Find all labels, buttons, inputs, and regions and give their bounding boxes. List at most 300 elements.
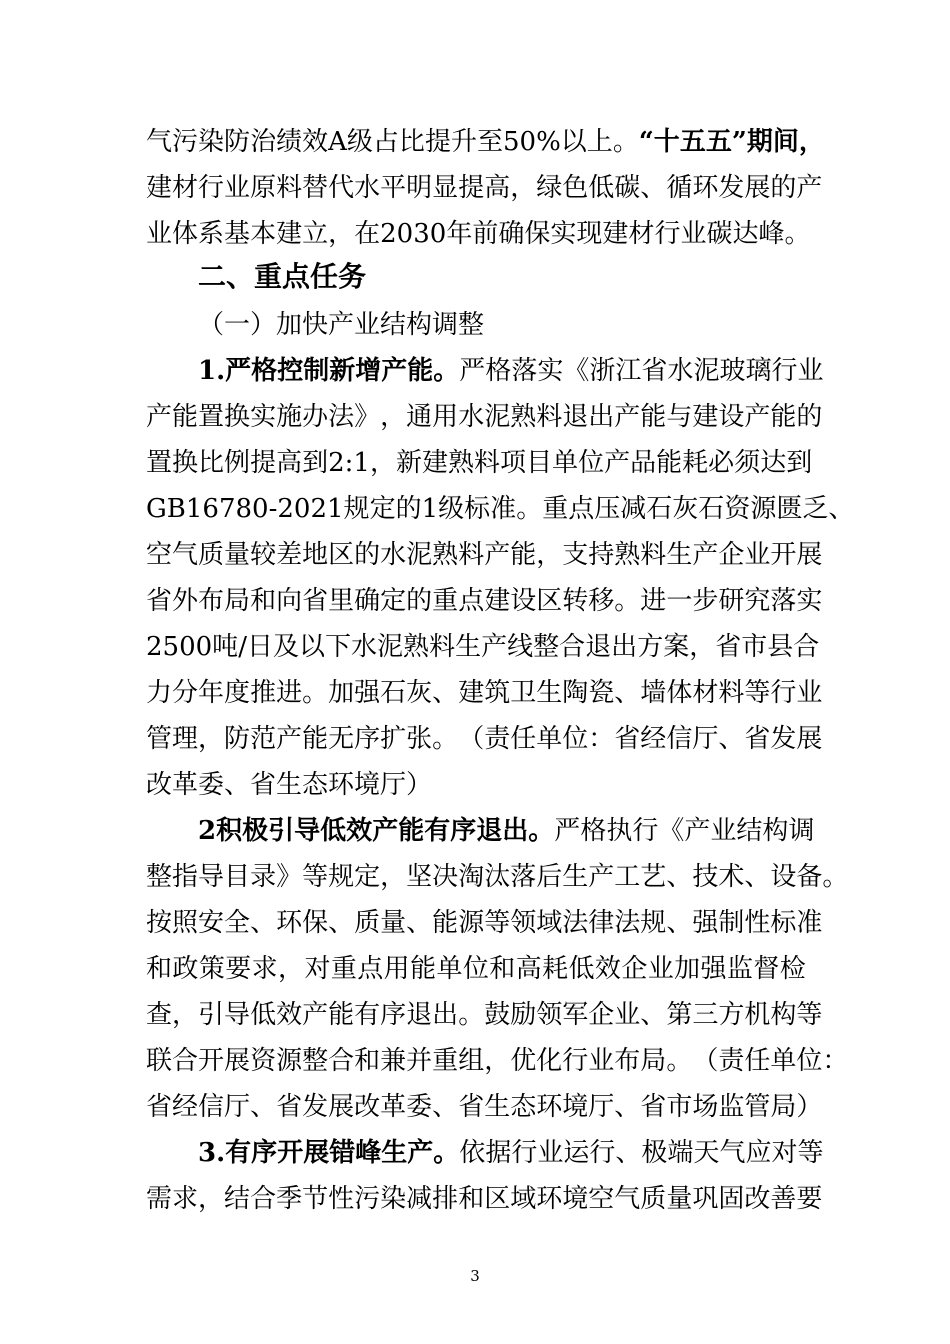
text-run: 料 [718, 678, 745, 708]
text-run: 。 [433, 1138, 460, 1168]
text-run: 汰 [484, 862, 511, 892]
paragraph-first-line [198, 811, 815, 851]
text-run: 五 [705, 127, 732, 157]
text-run: 支 [562, 540, 589, 570]
text-run: 差 [276, 540, 303, 570]
body-line [146, 995, 823, 1035]
text-run: 、 [828, 494, 855, 524]
text-run: 省 [302, 586, 329, 616]
text-run: 位 [462, 954, 489, 984]
text-run: 低 [588, 173, 615, 203]
text-run: 2: [328, 448, 354, 478]
text-run: 碳 [706, 219, 733, 249]
text-run: 开 [198, 1046, 225, 1076]
text-run: 防 [224, 724, 251, 754]
text-run: 明 [406, 173, 433, 203]
text-run: 至 [476, 127, 503, 157]
text-run: ， [510, 173, 537, 203]
text-run: 市 [666, 1092, 693, 1122]
text-run: 。 [433, 356, 460, 386]
text-run: 强 [692, 908, 719, 938]
text-run: 及 [272, 632, 299, 662]
text-run: 落 [511, 356, 538, 386]
text-run: 控 [277, 356, 304, 386]
text-run: 质 [640, 1184, 667, 1214]
text-run: 线 [507, 632, 534, 662]
text-run: 、 [744, 862, 771, 892]
text-run: 泥 [406, 540, 433, 570]
text-run: 现 [576, 219, 603, 249]
text-run: 改革委、省生态环境厅） [146, 770, 433, 800]
text-run: 施 [276, 402, 303, 432]
text-run: 导 [198, 862, 225, 892]
text-run: 石 [380, 678, 407, 708]
text-run: 水 [354, 173, 381, 203]
text-run: （ [692, 1046, 719, 1076]
text-run: 调 [788, 816, 815, 846]
text-run: 能 [510, 540, 537, 570]
body-line [146, 214, 811, 254]
text-run: 石 [698, 494, 725, 524]
text-run: 进 [640, 586, 667, 616]
text-run: 和 [250, 586, 277, 616]
text-run: 布 [614, 1046, 641, 1076]
text-run: 市 [741, 632, 768, 662]
text-run: 定 [380, 586, 407, 616]
text-run: 研 [718, 586, 745, 616]
text-run: 色 [562, 173, 589, 203]
text-run: 吨 [212, 632, 239, 662]
text-run: 联 [146, 1046, 173, 1076]
text-run: 等 [744, 678, 771, 708]
text-run: 进 [276, 678, 303, 708]
body-line [146, 443, 813, 483]
text-run: 改 [354, 1092, 381, 1122]
text-run: 备 [796, 862, 823, 892]
text-run: 定 [354, 862, 381, 892]
text-run: 的 [796, 402, 823, 432]
text-run: 信 [198, 1092, 225, 1122]
text-run: 体 [666, 678, 693, 708]
text-run: 展 [328, 1092, 355, 1122]
text-run: 域 [510, 1184, 537, 1214]
text-run: ， [278, 954, 305, 984]
text-run: 产 [484, 540, 511, 570]
text-run: 用 [432, 402, 459, 432]
text-run: 业 [537, 1138, 564, 1168]
text-run: 需 [146, 1184, 173, 1214]
text-run: 《 [658, 816, 685, 846]
text-run: 设 [510, 586, 537, 616]
text-run: 实 [550, 219, 577, 249]
text-run: 巩 [692, 1184, 719, 1214]
text-run: 省 [614, 724, 641, 754]
text-run: ， [380, 862, 407, 892]
text-run: 体 [172, 219, 199, 249]
text-run: 、 [640, 173, 667, 203]
text-run: 企 [718, 540, 745, 570]
text-run: 熟 [510, 402, 537, 432]
text-run: ， [369, 448, 396, 478]
text-run: 艺 [640, 862, 667, 892]
text-run: 方 [637, 632, 664, 662]
text-run: 局 [640, 1046, 667, 1076]
text-run: 厅 [692, 724, 719, 754]
text-run: 据 [485, 1138, 512, 1168]
text-run: 范 [250, 724, 277, 754]
text-run: 办 [302, 402, 329, 432]
text-run: ） [796, 1092, 823, 1122]
text-run: 本 [250, 219, 277, 249]
text-run: 产 [588, 862, 615, 892]
text-run: 泥 [693, 356, 720, 386]
text-run: ， [536, 540, 563, 570]
text-run: 行 [632, 816, 659, 846]
body-line [146, 122, 825, 162]
text-run: 水 [667, 356, 694, 386]
text-run: 泥 [484, 402, 511, 432]
text-run: 、 [406, 908, 433, 938]
text-run: 期 [746, 127, 773, 157]
text-run: 外 [172, 586, 199, 616]
text-run: 业 [146, 219, 173, 249]
text-run: 到 [302, 448, 329, 478]
body-line [146, 489, 855, 529]
text-run: 重 [432, 1046, 459, 1076]
text-run: ， [484, 1046, 511, 1076]
text-run: 律 [588, 908, 615, 938]
text-run: 《 [563, 356, 590, 386]
body-line [146, 627, 820, 667]
body-line [146, 1041, 849, 1081]
text-run: 固 [718, 1184, 745, 1214]
text-run: 落 [770, 586, 797, 616]
text-run: 绩 [276, 127, 303, 157]
text-run: A [328, 127, 347, 157]
text-run: 力 [146, 678, 173, 708]
text-run: 必 [708, 448, 735, 478]
text-run: 环 [692, 173, 719, 203]
text-run: 浙 [589, 356, 616, 386]
text-run: 单 [552, 448, 579, 478]
text-run: 经 [640, 724, 667, 754]
text-run: 峰 [355, 1138, 382, 1168]
text-run: 生 [455, 632, 482, 662]
text-run: 治 [250, 127, 277, 157]
text-run: 展 [224, 1046, 251, 1076]
text-run: 责 [484, 724, 511, 754]
text-run: 一 [666, 586, 693, 616]
text-run: ， [689, 632, 716, 662]
text-run: 料 [474, 448, 501, 478]
text-run: 、 [432, 678, 459, 708]
text-run: 50% [502, 127, 561, 157]
text-run: 合 [250, 1184, 277, 1214]
text-run: 筑 [484, 678, 511, 708]
text-run: 源 [276, 1046, 303, 1076]
text-run: 二、重点任务 [198, 260, 367, 293]
text-run: 通 [406, 402, 433, 432]
text-run: 标 [770, 908, 797, 938]
body-line [146, 903, 823, 943]
text-run: 强 [354, 678, 381, 708]
text-run: 业 [796, 678, 823, 708]
text-run: 出 [588, 402, 615, 432]
text-run: 地 [302, 540, 329, 570]
text-run: 建 [146, 173, 173, 203]
text-run: 技 [692, 862, 719, 892]
text-run: 防 [224, 127, 251, 157]
text-run: 设 [770, 862, 797, 892]
body-line [146, 949, 806, 989]
text-run: 展 [744, 173, 771, 203]
text-run: 泥 [377, 632, 404, 662]
text-run: 置 [198, 402, 225, 432]
text-run: 质 [198, 540, 225, 570]
text-run: 督 [753, 954, 780, 984]
text-run: 转 [562, 586, 589, 616]
text-run: 建 [692, 402, 719, 432]
text-run: 产 [604, 448, 631, 478]
text-run: 占 [372, 127, 399, 157]
text-run: 法 [328, 402, 355, 432]
text-run: 扩 [380, 724, 407, 754]
text-run: 规 [640, 908, 667, 938]
text-run: 业 [614, 1000, 641, 1030]
text-run: 领 [510, 908, 537, 938]
text-run: 等 [484, 908, 511, 938]
text-run: 3. [198, 1138, 226, 1168]
text-run: 后 [536, 862, 563, 892]
text-run: 业 [680, 219, 707, 249]
text-run: 省 [640, 1092, 667, 1122]
text-run: 材 [172, 173, 199, 203]
text-run: 气 [146, 127, 173, 157]
text-run: 组 [458, 1046, 485, 1076]
text-run: 发 [718, 173, 745, 203]
text-run: 空 [146, 540, 173, 570]
text-run: 序 [450, 816, 477, 846]
text-run: 目 [224, 862, 251, 892]
text-run: 1. [198, 356, 226, 386]
text-run: 陶 [562, 678, 589, 708]
text-run: 料 [458, 540, 485, 570]
text-run: 、 [328, 908, 355, 938]
text-run: 产 [614, 402, 641, 432]
text-run: 料 [276, 173, 303, 203]
text-run: 、 [250, 908, 277, 938]
text-run: 产 [481, 632, 508, 662]
text-run: 点 [458, 586, 485, 616]
text-run: 依 [459, 1138, 486, 1168]
text-run: 十 [653, 127, 680, 157]
text-run: 决 [432, 862, 459, 892]
text-run: 布 [198, 586, 225, 616]
text-run: 展 [796, 724, 823, 754]
text-run: 减 [406, 1184, 433, 1214]
body-line [146, 1179, 823, 1219]
text-run: 查 [146, 1000, 173, 1030]
text-run: 位 [578, 448, 605, 478]
text-run: 标 [464, 494, 491, 524]
text-run: 水 [351, 632, 378, 662]
text-run: 任 [510, 724, 537, 754]
text-run: 间 [772, 127, 799, 157]
text-run: 里 [328, 586, 355, 616]
text-run: 合 [793, 632, 820, 662]
text-run: 步 [692, 586, 719, 616]
text-run: 产 [372, 816, 399, 846]
text-run: 构 [770, 1000, 797, 1030]
text-run: 极 [641, 1138, 668, 1168]
text-run: 、 [614, 678, 641, 708]
text-run: 料 [536, 402, 563, 432]
text-run: 水 [380, 540, 407, 570]
text-run: 重 [330, 954, 357, 984]
text-run: 度 [224, 678, 251, 708]
text-run: 排 [432, 1184, 459, 1214]
text-run: 合 [172, 1046, 199, 1076]
text-run: 行 [654, 219, 681, 249]
text-run: 无 [328, 724, 355, 754]
text-run: 善 [770, 1184, 797, 1214]
text-run: 循 [666, 173, 693, 203]
text-run: 序 [354, 724, 381, 754]
text-run: 换 [172, 448, 199, 478]
text-run: 厅 [588, 1092, 615, 1122]
text-run: 。 [516, 494, 543, 524]
text-run: 移 [588, 586, 615, 616]
text-run: 业 [588, 1046, 615, 1076]
text-run: 出 [611, 632, 638, 662]
text-run: 要 [225, 954, 252, 984]
text-run: 替 [302, 173, 329, 203]
text-run: 分 [172, 678, 199, 708]
text-run: 保 [302, 908, 329, 938]
text-run: 提 [458, 173, 485, 203]
text-run: 江 [615, 356, 642, 386]
text-run: 省 [715, 632, 742, 662]
text-run: 的 [395, 494, 422, 524]
text-run: 按 [146, 908, 173, 938]
text-run: 序 [380, 1000, 407, 1030]
text-run: 低 [250, 1000, 277, 1030]
text-run: 能 [328, 1000, 355, 1030]
text-run: 新 [395, 448, 422, 478]
text-run: 县 [767, 632, 794, 662]
text-run: 照 [172, 908, 199, 938]
text-run: 减 [620, 494, 647, 524]
text-run: 上 [586, 127, 613, 157]
text-run: 业 [710, 816, 737, 846]
text-run: 级 [438, 494, 465, 524]
text-run: ， [198, 724, 225, 754]
text-run: 气 [614, 1184, 641, 1214]
text-run: 格 [485, 356, 512, 386]
text-run: 整 [146, 862, 173, 892]
text-run: 生 [381, 1138, 408, 1168]
text-run: 业 [647, 954, 674, 984]
text-run: 和 [458, 1184, 485, 1214]
text-run: 准 [490, 494, 517, 524]
text-run: 原 [250, 173, 277, 203]
text-run: 量 [380, 908, 407, 938]
text-run: 玻 [719, 356, 746, 386]
text-run: 性 [328, 1184, 355, 1214]
text-run: 严 [459, 356, 486, 386]
text-run: 导 [224, 1000, 251, 1030]
text-run: 求 [251, 954, 278, 984]
text-run: 制 [718, 908, 745, 938]
text-run: 效 [346, 816, 373, 846]
text-run: 开 [277, 1138, 304, 1168]
text-run: 格 [580, 816, 607, 846]
text-run: 》 [276, 862, 303, 892]
text-run: 置 [146, 448, 173, 478]
text-run: 单 [536, 724, 563, 754]
text-run: 源 [750, 494, 777, 524]
text-run: 态 [510, 1092, 537, 1122]
text-run: 前 [472, 219, 499, 249]
text-run: 信 [666, 724, 693, 754]
text-run: 位 [562, 724, 589, 754]
text-run: 高 [484, 173, 511, 203]
text-run: 灰 [406, 678, 433, 708]
text-run: 境 [562, 1092, 589, 1122]
text-run: 省 [146, 1092, 173, 1122]
text-run: 效 [302, 127, 329, 157]
text-run: 石 [646, 494, 673, 524]
text-run: 推 [250, 678, 277, 708]
text-run: 政 [172, 954, 199, 984]
text-run: 量 [224, 540, 251, 570]
text-run: 水 [458, 402, 485, 432]
text-run: 出 [502, 816, 529, 846]
text-run: 结 [736, 816, 763, 846]
text-run: 行 [198, 173, 225, 203]
text-run: 1 [421, 494, 439, 524]
text-run: 熟 [448, 448, 475, 478]
text-run: 全 [224, 908, 251, 938]
text-run: 引 [198, 1000, 225, 1030]
text-run: 和 [489, 954, 516, 984]
text-run: 改 [744, 1184, 771, 1214]
text-run: 料 [640, 540, 667, 570]
text-run: 第 [666, 1000, 693, 1030]
text-run: 理 [172, 724, 199, 754]
text-run: 达 [760, 448, 787, 478]
text-run: 低 [320, 816, 347, 846]
text-run: 年 [446, 219, 473, 249]
text-run: 加 [674, 954, 701, 984]
text-run: 五 [679, 127, 706, 157]
text-run: 生 [666, 540, 693, 570]
text-run: 优 [510, 1046, 537, 1076]
text-run: 格 [251, 356, 278, 386]
text-run: 实 [537, 356, 564, 386]
text-run: 生 [536, 678, 563, 708]
text-run: 规 [343, 494, 370, 524]
text-run: 熟 [432, 540, 459, 570]
text-run: 建 [484, 586, 511, 616]
text-run: 企 [621, 954, 648, 984]
text-run: 例 [224, 448, 251, 478]
text-run: 错 [329, 1138, 356, 1168]
text-run: 退 [406, 1000, 433, 1030]
text-run: 业 [797, 356, 824, 386]
text-run: 以 [298, 632, 325, 662]
text-run: 励 [510, 1000, 537, 1030]
